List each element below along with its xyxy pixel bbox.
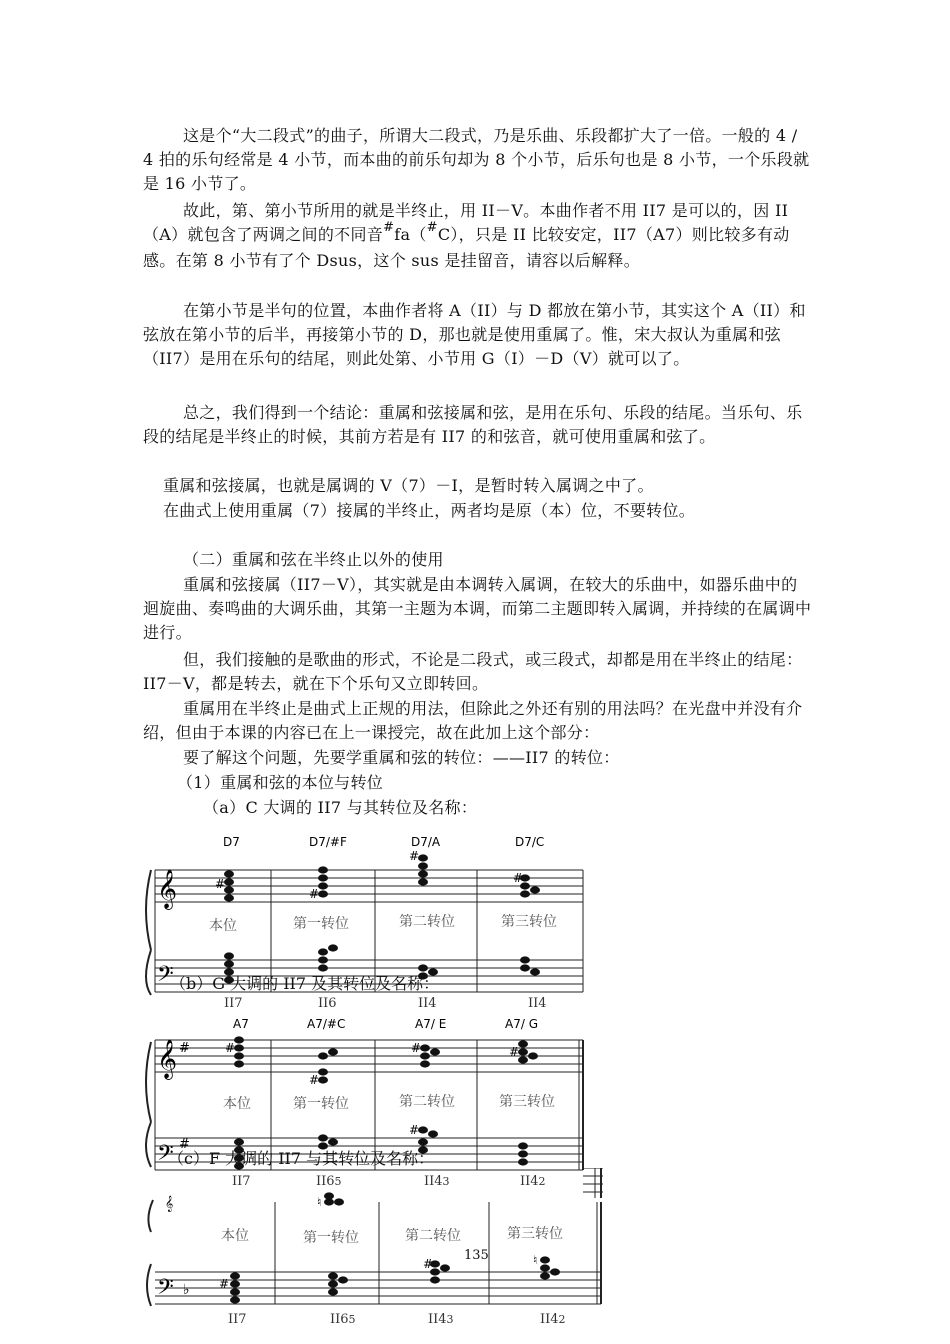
inversion-label: 第二转位 xyxy=(405,1228,461,1244)
key-signature-flat: ♭ xyxy=(183,1282,190,1298)
paragraph-7: 重属和弦接属（II7－V），其实就是由本调转入属调，在较大的乐曲中，如器乐曲中的迴旋曲、奏鸣曲的大调乐曲，其第一主题为本调，而第二主题即转入属调，并持续的在属调中进行。 xyxy=(143,575,812,642)
roman-numeral-text: II4 xyxy=(540,1312,559,1327)
svg-text:♮: ♮ xyxy=(317,1195,322,1209)
svg-text:#: # xyxy=(219,1277,230,1291)
chord-symbol: D7/C xyxy=(515,835,545,849)
inversion-label: 第二转位 xyxy=(399,1094,455,1110)
roman-numeral: II4 xyxy=(528,996,547,1011)
accidentals xyxy=(225,1041,519,1137)
caption-b: （b）G 大调的 II7 及其转位及名称： xyxy=(170,974,440,993)
inversion-label: 第三转位 xyxy=(501,914,557,930)
figure-bass: 5 xyxy=(334,1175,342,1188)
key-signature-sharp: # xyxy=(179,1041,190,1056)
notes-treble xyxy=(324,1192,344,1205)
svg-text:#: # xyxy=(411,1041,422,1055)
inversion-label: 第二转位 xyxy=(399,914,455,930)
chord-symbol: D7/#F xyxy=(309,835,347,849)
inversion-label: 第三转位 xyxy=(499,1094,555,1110)
paragraph-6: 在曲式上使用重属（7）接属的半终止，两者均是原（本）位，不要转位。 xyxy=(163,501,696,520)
svg-text:#: # xyxy=(215,877,226,891)
chord-symbol: A7 xyxy=(233,1017,249,1031)
roman-numeral-text: II6 xyxy=(330,1312,349,1327)
inversion-label: 第一转位 xyxy=(303,1230,359,1246)
page-number: 135 xyxy=(464,1248,489,1263)
roman-numeral: II4 xyxy=(418,996,437,1011)
accidentals xyxy=(219,1195,537,1291)
inversion-label: 第一转位 xyxy=(293,1096,349,1112)
svg-text:#: # xyxy=(509,1045,520,1059)
svg-text:♮: ♮ xyxy=(533,1253,538,1267)
figure-bass: 2 xyxy=(558,1313,566,1326)
roman-numeral: II7 xyxy=(232,1174,251,1189)
roman-numeral: II7 xyxy=(228,1312,247,1327)
svg-text:#: # xyxy=(409,849,420,863)
score-f-major xyxy=(143,1168,613,1308)
paragraph-2 xyxy=(143,199,813,273)
treble-staff-fragment xyxy=(583,1168,603,1198)
inversion-label: 本位 xyxy=(221,1228,249,1244)
paragraph-8: 但，我们接触的是歌曲的形式，不论是二段式，或三段式，却都是用在半终止的结尾：II7－V，都是转去，就在下个乐句又立即转回。 xyxy=(143,650,803,693)
paragraph-9: 重属用在半终止是曲式上正规的用法，但除此之外还有别的用法吗？在光盘中并没有介绍，但由于本课的内容已在上一课授完，故在此加上这个部分： xyxy=(143,699,803,742)
inversion-label: 第三转位 xyxy=(507,1226,563,1242)
svg-text:#: # xyxy=(513,871,524,885)
paragraph-1: 这是个“大二段式”的曲子，所谓大二段式，乃是乐曲、乐段都扩大了一倍。一般的 4 / 4 拍的乐句经常是 4 小节，而本曲的前乐句却为 8 个小节，后乐句也是 8 小节，一个乐段就是 16 小节了。 xyxy=(143,126,810,193)
barlines xyxy=(275,1202,601,1304)
svg-text:#: # xyxy=(309,887,320,901)
clef-fragment: 𝄞 xyxy=(165,1196,174,1212)
caption-a: （a）C 大调的 II7 与其转位及名称： xyxy=(203,798,478,817)
bass-clef-icon: 𝄢 xyxy=(157,962,174,992)
score-g-major xyxy=(143,1012,593,1172)
sharp-sign: # xyxy=(426,220,438,235)
chord-symbol: A7/ G xyxy=(505,1017,538,1031)
roman-numeral: II7 xyxy=(224,996,243,1011)
roman-numeral-text: II4 xyxy=(424,1174,443,1189)
caption-c: （c）F 大调的 II7 与其转位及名称： xyxy=(168,1149,435,1168)
chord-symbol: A7/#C xyxy=(307,1017,346,1031)
treble-clef-icon: 𝄞 xyxy=(157,869,178,909)
paragraph-2-a: 故此，第、第小节所用的就是半终止，用 II－V。本曲作者不用 II7 是可以的，因 II（A）就包含了两调之间的不同音 xyxy=(143,201,789,244)
roman-numeral-text: II6 xyxy=(316,1174,335,1189)
roman-numeral-text: II4 xyxy=(520,1174,539,1189)
roman-numeral-text: II4 xyxy=(428,1312,447,1327)
chord-symbol: D7 xyxy=(223,835,240,849)
paragraph-2-b: C），只是 II 比较安定，II7（A7）则比较多有动感。在第 8 小节有了个 Dsus，这个 sus 是挂留音，请容以后解释。 xyxy=(143,225,790,270)
inversion-label: 本位 xyxy=(209,918,237,934)
figure-bass: 3 xyxy=(446,1313,454,1326)
inversion-label: 第一转位 xyxy=(293,916,349,932)
inversion-label: 本位 xyxy=(223,1096,251,1112)
notes-treble xyxy=(234,1036,538,1083)
key-signature-sharp: # xyxy=(179,1137,190,1152)
bass-clef-icon: 𝄢 xyxy=(157,1141,174,1171)
roman-numeral xyxy=(428,1312,454,1327)
chord-symbol: A7/ E xyxy=(415,1017,447,1031)
chord-symbol: D7/A xyxy=(411,835,441,849)
section-heading: （二）重属和弦在半终止以外的使用 xyxy=(183,550,444,569)
brace xyxy=(146,870,151,995)
bass-clef-icon: 𝄢 xyxy=(157,1275,174,1305)
paragraph-3: 在第小节是半句的位置，本曲作者将 A（II）与 D 都放在第小节，其实这个 A（II）和弦放在第小节的后半，再接第小节的 D，那也就是使用重属了。惟，宋大叔认为重属和弦（II7）是用在乐句的结尾，则此处第、小节用 G（I）－D（V）就可以了。 xyxy=(143,301,806,368)
roman-numeral: II6 xyxy=(318,996,337,1011)
figure-bass: 5 xyxy=(348,1313,356,1326)
svg-text:#: # xyxy=(409,1123,420,1137)
roman-numeral xyxy=(540,1312,566,1327)
paragraph-10: 要了解这个问题，先要学重属和弦的转位：——II7 的转位： xyxy=(183,748,620,767)
paragraph-2-fa: fa（ xyxy=(394,225,427,244)
treble-clef-icon: 𝄞 xyxy=(157,1039,178,1079)
paragraph-5: 重属和弦接属，也就是属调的 V（7）－I，是暂时转入属调之中了。 xyxy=(163,476,654,495)
sharp-sign: # xyxy=(383,220,395,235)
svg-text:#: # xyxy=(309,1073,320,1087)
figure-bass: 3 xyxy=(442,1175,450,1188)
figure-bass: 2 xyxy=(538,1175,546,1188)
svg-text:#: # xyxy=(225,1041,236,1055)
brace xyxy=(146,1042,151,1167)
paragraph-4: 总之，我们得到一个结论：重属和弦接属和弦，是用在乐句、乐段的结尾。当乐句、乐段的结尾是半终止的时候，其前方若是有 II7 的和弦音，就可使用重属和弦了。 xyxy=(143,403,803,446)
svg-text:#: # xyxy=(423,1257,434,1271)
brace xyxy=(147,1200,153,1306)
subsection-heading: （1）重属和弦的本位与转位 xyxy=(177,773,384,792)
roman-numeral xyxy=(330,1312,356,1327)
